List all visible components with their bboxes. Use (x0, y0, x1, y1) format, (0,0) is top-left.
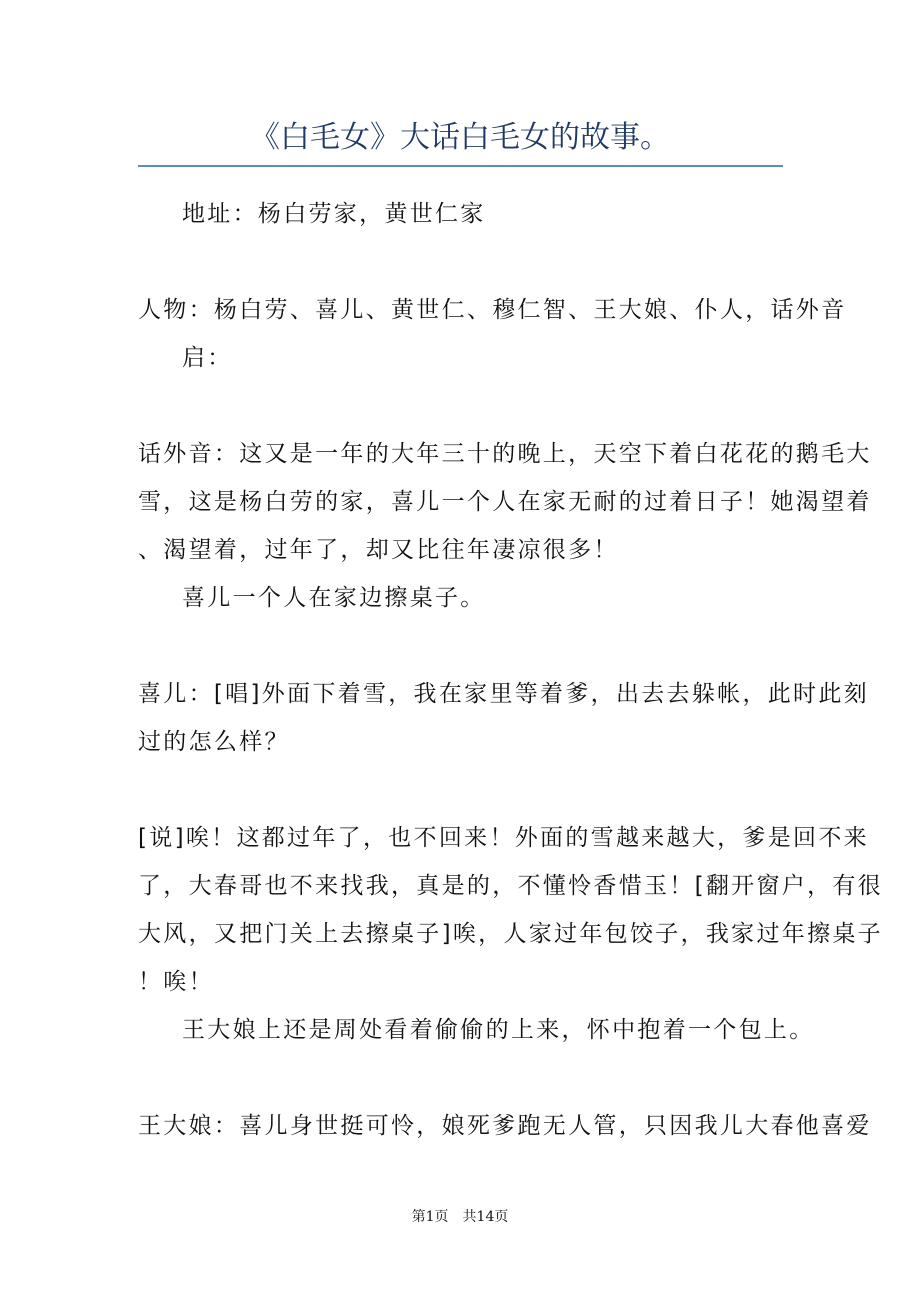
text-line: 王大娘上还是周处看着偷偷的上来，怀中抱着一个包上。 (182, 1017, 815, 1043)
text-line: 喜儿一个人在家边擦桌子。 (182, 585, 486, 611)
text-line: 王大娘：喜儿身世挺可怜，娘死爹跑无人管，只因我儿大春他喜爱 (138, 1113, 872, 1139)
title-divider (138, 165, 783, 167)
text-line: 启： (182, 345, 233, 371)
text-line: 大风，又把门关上去擦桌子]唉，人家过年包饺子，我家过年擦桌子 (138, 921, 883, 947)
text-line: 雪，这是杨白劳的家，喜儿一个人在家无耐的过着日子！她渴望着 (138, 489, 872, 515)
text-line: 过的怎么样？ (138, 729, 290, 755)
page-footer: 第1页 共14页 (411, 1209, 509, 1225)
text-line: [说]唉！这都过年了，也不回来！外面的雪越来越大，爹是回不来 (138, 825, 869, 851)
text-line: 喜儿：[唱]外面下着雪，我在家里等着爹，出去去躲帐，此时此刻 (138, 681, 869, 707)
text-line: 人物：杨白劳、喜儿、黄世仁、穆仁智、王大娘、仆人，话外音 (138, 297, 847, 323)
text-line: ！唉！ (138, 969, 214, 995)
text-line: 话外音：这又是一年的大年三十的晚上，天空下着白花花的鹅毛大 (138, 441, 872, 467)
text-line: 、渴望着，过年了，却又比往年凄凉很多！ (138, 537, 619, 563)
text-line: 了，大春哥也不来找我，真是的，不懂怜香惜玉！[翻开窗户，有很 (138, 873, 883, 899)
document-title: 《白毛女》大话白毛女的故事。 (250, 120, 670, 155)
text-line: 地址：杨白劳家，黄世仁家 (182, 201, 486, 227)
